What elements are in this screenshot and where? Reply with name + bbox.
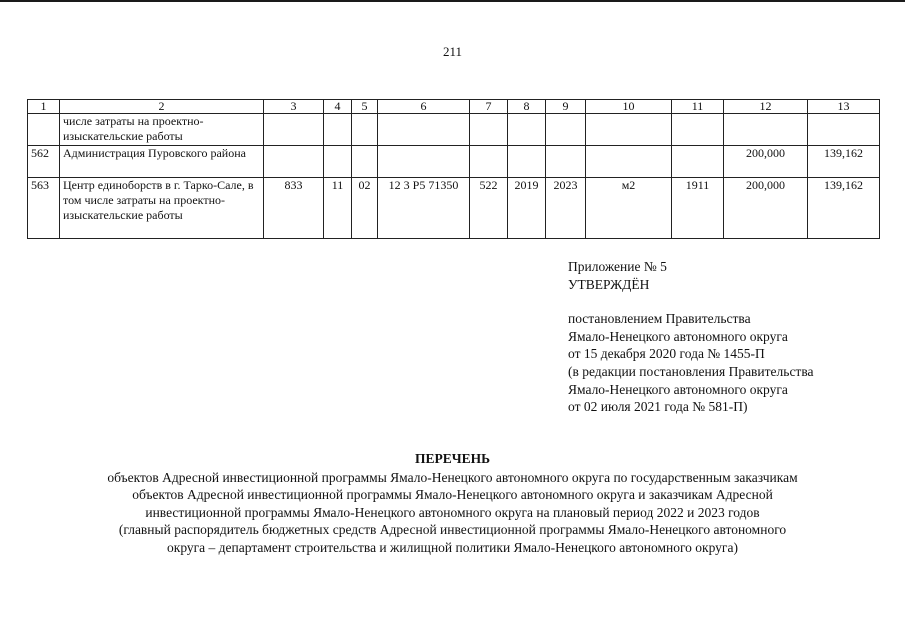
table-cell <box>264 146 324 178</box>
column-header: 1 <box>28 100 60 114</box>
table-cell: 11 <box>324 178 352 239</box>
approval-line: Ямало-Ненецкого автономного округа <box>568 381 788 397</box>
table-cell <box>672 146 724 178</box>
approval-line: от 02 июля 2021 года № 581-П) <box>568 399 748 415</box>
column-header: 6 <box>378 100 470 114</box>
column-header: 7 <box>470 100 508 114</box>
table-row <box>28 178 880 239</box>
table-cell: 1911 <box>672 178 724 239</box>
table-cell: 139,162 <box>808 178 880 239</box>
table-cell <box>808 114 880 146</box>
table-cell: числе затраты на проектно-изыскательские работы <box>60 114 264 146</box>
table-cell <box>470 114 508 146</box>
column-header: 8 <box>508 100 546 114</box>
column-header: 13 <box>808 100 880 114</box>
document-heading: ПЕРЕЧЕНЬ <box>414 451 491 466</box>
table-cell: м2 <box>586 178 672 239</box>
table-header-row <box>28 100 880 114</box>
approved-label: УТВЕРЖДЁН <box>568 276 650 292</box>
column-header: 2 <box>60 100 264 114</box>
page-number: 211 <box>442 44 463 59</box>
table-cell <box>352 114 378 146</box>
table-cell: 563 <box>28 178 60 239</box>
table-cell: 2019 <box>508 178 546 239</box>
table-cell: 562 <box>28 146 60 178</box>
table-cell <box>546 114 586 146</box>
column-header: 4 <box>324 100 352 114</box>
table-cell <box>586 114 672 146</box>
column-header: 11 <box>672 100 724 114</box>
table-cell <box>470 146 508 178</box>
table-cell <box>586 146 672 178</box>
table-cell <box>28 114 60 146</box>
title-line: инвестиционной программы Ямало-Ненецкого автономного округа на плановый период 2022 и 2023 годов <box>145 504 760 520</box>
column-header: 5 <box>352 100 378 114</box>
table-cell <box>508 146 546 178</box>
column-header: 9 <box>546 100 586 114</box>
column-header: 12 <box>724 100 808 114</box>
table-row <box>28 146 880 178</box>
title-line: (главный распорядитель бюджетных средств Адресной инвестиционной программы Ямало-Ненецкого автономного <box>118 522 787 538</box>
approval-block <box>568 258 814 416</box>
document-title-block <box>30 450 875 557</box>
table-row <box>28 114 880 146</box>
table-cell: 833 <box>264 178 324 239</box>
table-cell <box>672 114 724 146</box>
table-cell: 200,000 <box>724 146 808 178</box>
approval-line: Ямало-Ненецкого автономного округа <box>568 328 788 344</box>
title-line: округа – департамент строительства и жилищной политики Ямало-Ненецкого автономного округа) <box>167 539 738 555</box>
table-cell: 200,000 <box>724 178 808 239</box>
table-cell: 522 <box>470 178 508 239</box>
table-cell <box>508 114 546 146</box>
column-header: 10 <box>586 100 672 114</box>
table-cell <box>352 146 378 178</box>
table-cell: 02 <box>352 178 378 239</box>
table-cell: 12 3 P5 71350 <box>378 178 470 239</box>
table-cell: Администрация Пуровского района <box>60 146 264 178</box>
table-cell: Центр единоборств в г. Тарко-Сале, в том числе затраты на проектно-изыскательские работы <box>60 178 264 239</box>
table-cell <box>324 146 352 178</box>
appendix-label: Приложение № 5 <box>568 259 667 274</box>
title-line: объектов Адресной инвестиционной программы Ямало-Ненецкого автономного округа по государственным заказчикам <box>107 469 798 485</box>
top-border-line <box>0 0 905 2</box>
column-header: 3 <box>264 100 324 114</box>
table-cell <box>724 114 808 146</box>
approval-line: от 15 декабря 2020 года № 1455-П <box>568 346 765 362</box>
investment-table <box>27 99 880 239</box>
table-cell: 2023 <box>546 178 586 239</box>
title-line: объектов Адресной инвестиционной программы Ямало-Ненецкого автономного округа и заказчикам Адресной <box>132 487 773 503</box>
table-cell <box>378 114 470 146</box>
table-cell <box>324 114 352 146</box>
table-cell <box>378 146 470 178</box>
table-cell <box>546 146 586 178</box>
table-cell <box>264 114 324 146</box>
approval-line: постановлением Правительства <box>568 311 751 327</box>
approval-line: (в редакции постановления Правительства <box>568 363 814 379</box>
table-cell: 139,162 <box>808 146 880 178</box>
